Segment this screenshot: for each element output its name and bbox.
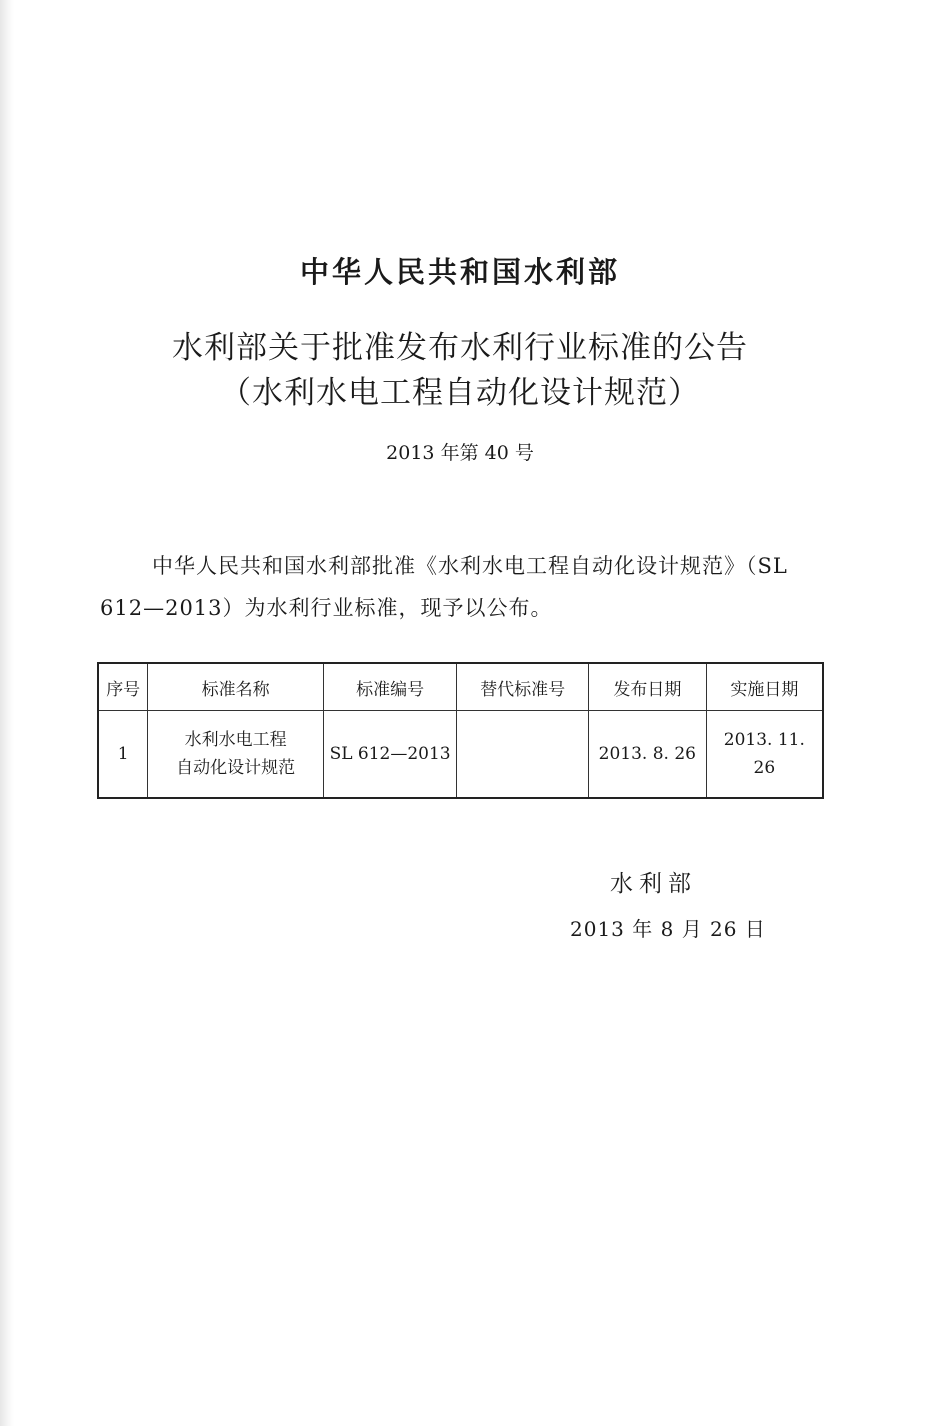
- column-header-replaced: 替代标准号: [457, 663, 589, 711]
- cell-publish-date: 2013. 8. 26: [588, 711, 706, 799]
- cell-replaced-code: [457, 711, 589, 799]
- column-header-seq: 序号: [98, 663, 148, 711]
- signature-date: 2013 年 8 月 26 日: [570, 917, 766, 941]
- column-header-publish-date: 发布日期: [588, 663, 706, 711]
- column-header-effective-date: 实施日期: [706, 663, 823, 711]
- cell-standard-name: [148, 711, 323, 799]
- cell-seq: 1: [98, 711, 148, 799]
- page-scan-edge: [0, 0, 14, 1426]
- document-number: 2013 年第 40 号: [386, 442, 534, 464]
- cell-standard-name-line1: 水利水电工程: [184, 730, 287, 750]
- standards-table: [97, 662, 824, 799]
- notice-title: 水利部关于批准发布水利行业标准的公告: [172, 330, 748, 366]
- ministry-title: 中华人民共和国水利部: [299, 255, 620, 289]
- column-header-code: 标准编号: [323, 663, 457, 711]
- cell-standard-code: SL 612—2013: [323, 711, 457, 799]
- column-header-name: 标准名称: [148, 663, 323, 711]
- cell-standard-name-line2: 自动化设计规范: [176, 758, 296, 778]
- announcement-paragraph: 中华人民共和国水利部批准《水利水电工程自动化设计规范》（SL 612—2013）为水利行业标准，现予以公布。: [100, 554, 788, 620]
- cell-effective-date: 2013. 11. 26: [706, 711, 823, 799]
- signature-organization: 水利部: [610, 871, 697, 897]
- table-header-row: [98, 663, 823, 711]
- table-row: [98, 711, 823, 799]
- notice-subtitle: （水利水电工程自动化设计规范）: [220, 375, 700, 411]
